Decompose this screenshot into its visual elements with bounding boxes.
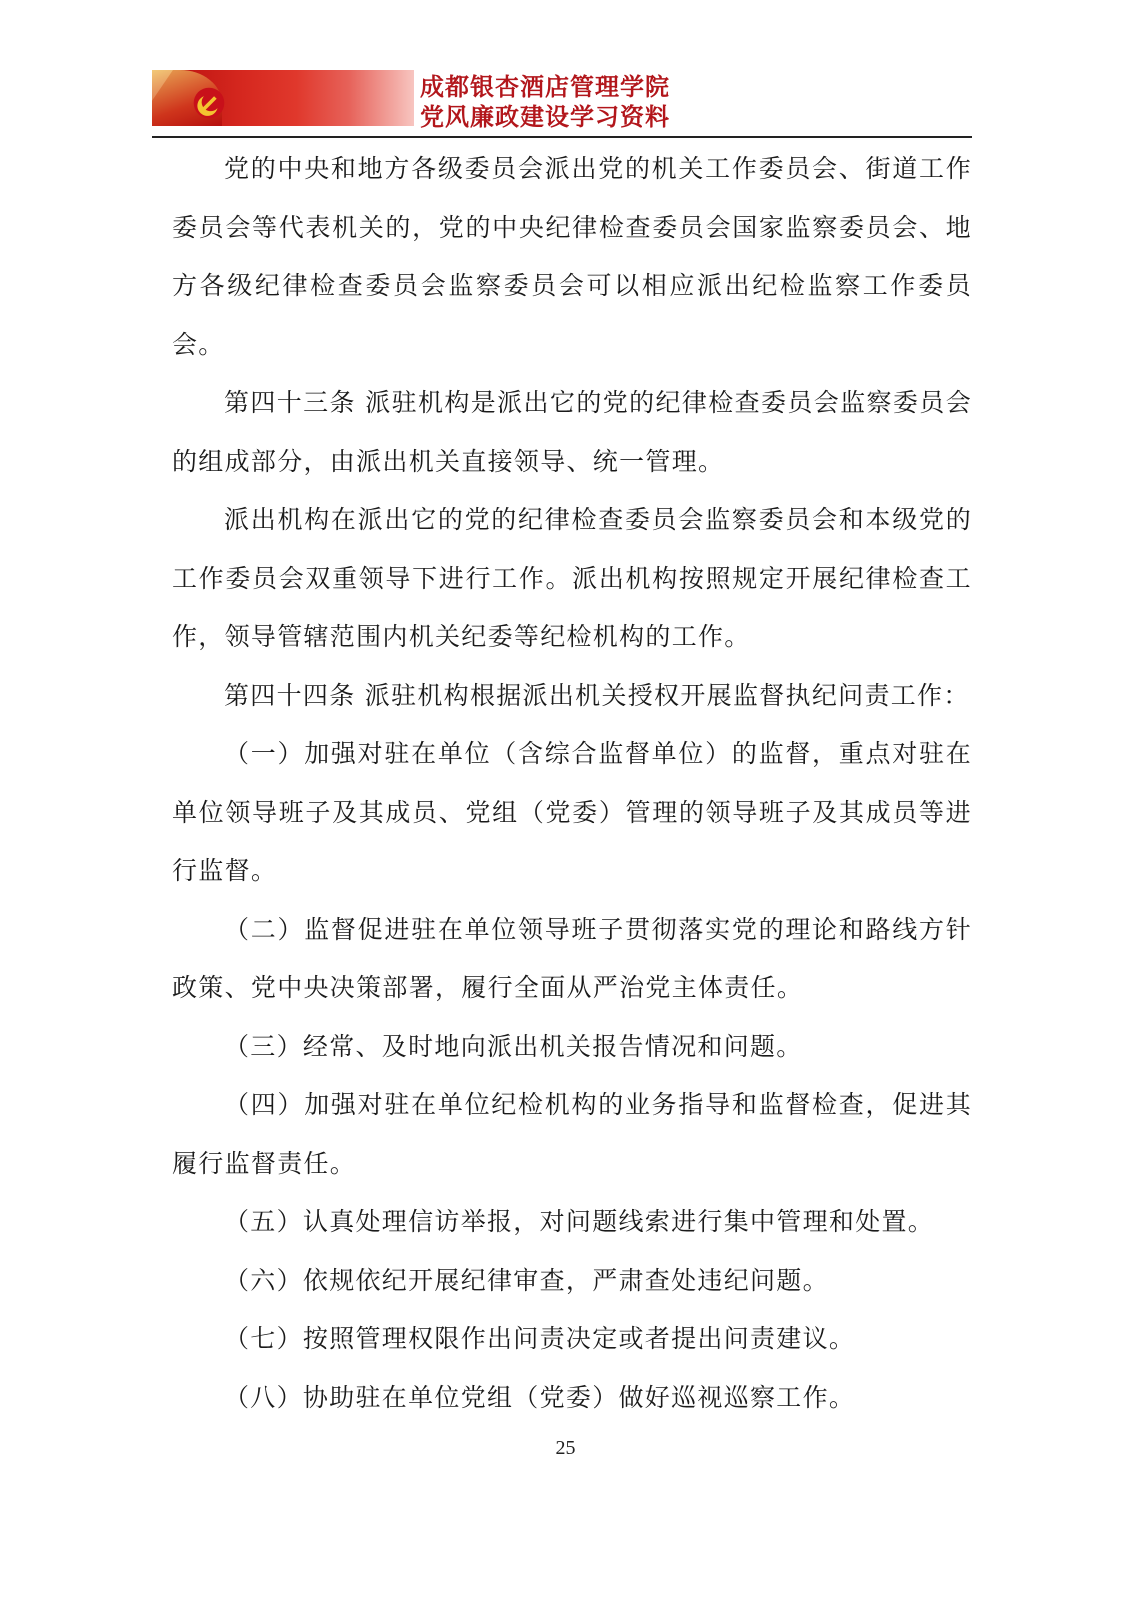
list-item: （二）监督促进驻在单位领导班子贯彻落实党的理论和路线方针政策、党中央决策部署，履行全面从严治党主体责任。 [172, 914, 972, 1002]
party-emblem-icon [192, 86, 226, 120]
header-banner [152, 70, 414, 126]
document-header [152, 66, 972, 132]
article-43-paragraph: 第四十三条 派驻机构是派出它的党的纪律检查委员会监察委员会的组成部分，由派出机关直接领导、统一管理。 [172, 388, 972, 476]
page-number: 25 [555, 1437, 576, 1459]
list-item: （四）加强对驻在单位纪检机构的业务指导和监督检查，促进其履行监督责任。 [172, 1090, 972, 1178]
header-subtitle: 党风廉政建设学习资料 [420, 103, 670, 131]
article-44-paragraph: 第四十四条 派驻机构根据派出机关授权开展监督执纪问责工作： [224, 680, 970, 710]
list-item: （八）协助驻在单位党组（党委）做好巡视巡察工作。 [224, 1382, 856, 1412]
list-item: （一）加强对驻在单位（含综合监督单位）的监督，重点对驻在单位领导班子及其成员、党组（党委）管理的领导班子及其成员等进行监督。 [172, 739, 972, 885]
list-item: （七）按照管理权限作出问责决定或者提出问责建议。 [224, 1324, 856, 1353]
school-name: 成都银杏酒店管理学院 [420, 73, 670, 101]
header-divider [152, 136, 972, 138]
document-body [172, 140, 972, 1427]
list-item: （五）认真处理信访举报，对问题线索进行集中管理和处置。 [224, 1207, 935, 1236]
list-item: （六）依规依纪开展纪律审查，严肃查处违纪问题。 [224, 1265, 829, 1295]
body-paragraph: 派出机构在派出它的党的纪律检查委员会监察委员会和本级党的工作委员会双重领导下进行工作。派出机构按照规定开展纪律检查工作，领导管辖范围内机关纪委等纪检机构的工作。 [172, 505, 972, 651]
body-paragraph: 党的中央和地方各级委员会派出党的机关工作委员会、街道工作委员会等代表机关的，党的中央纪律检查委员会国家监察委员会、地方各级纪律检查委员会监察委员会可以相应派出纪检监察工作委员会。 [172, 154, 972, 359]
list-item: （三）经常、及时地向派出机关报告情况和问题。 [224, 1031, 803, 1061]
header-title-block [420, 72, 670, 132]
